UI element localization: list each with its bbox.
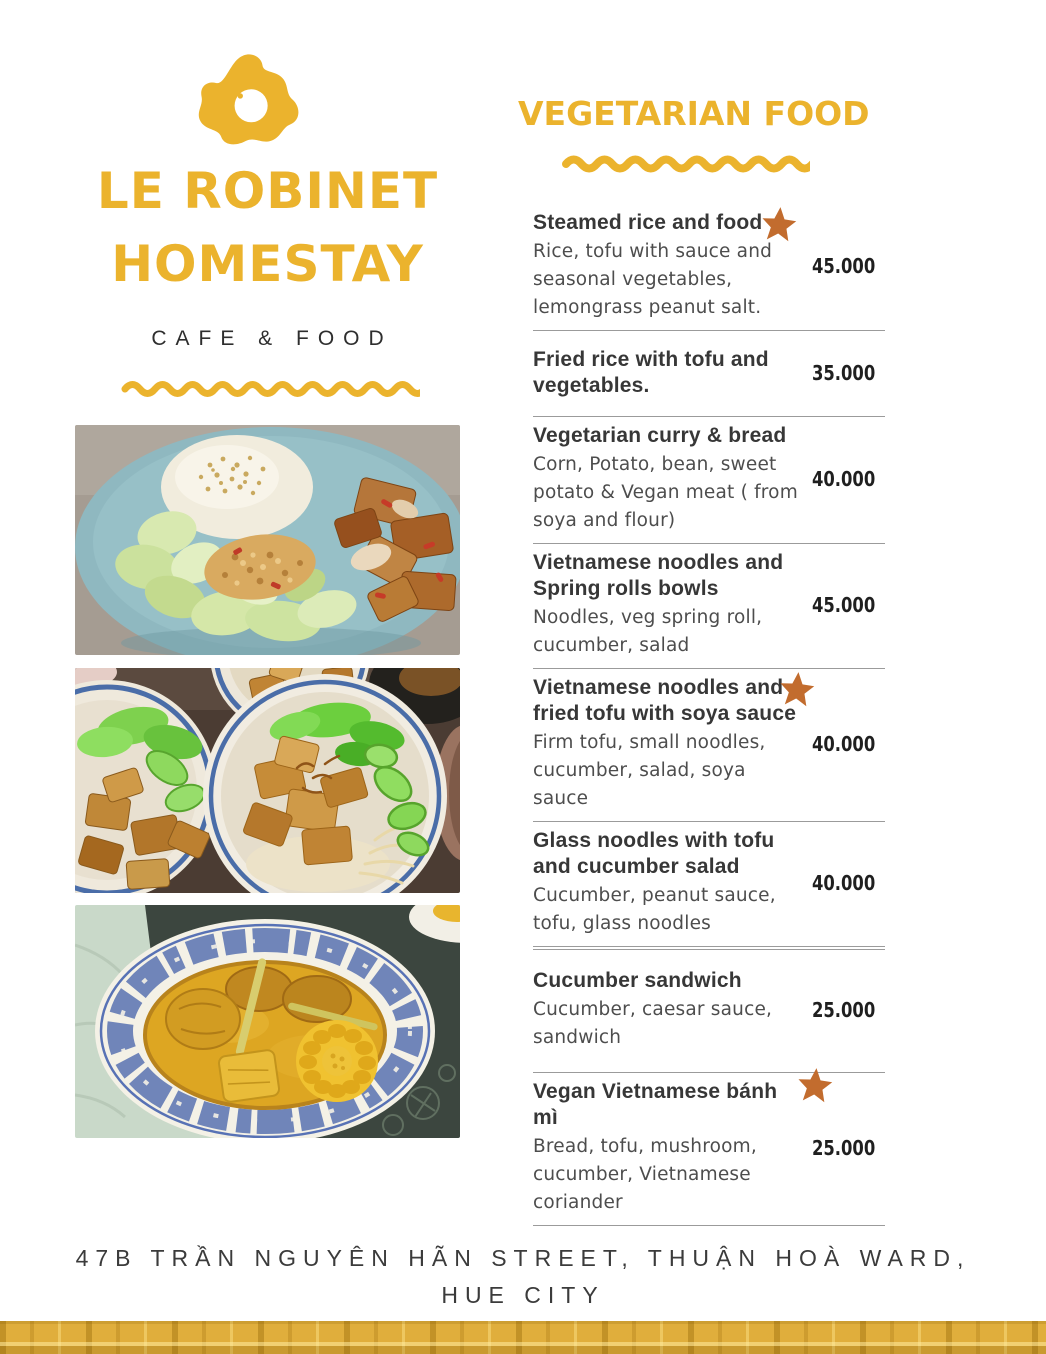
- item-description: Rice, tofu with sauce and seasonal vegetables, lemongrass peanut salt.: [533, 241, 773, 318]
- item-name: Vegetarian curry & bread: [533, 424, 787, 447]
- address-line1: 47B TRẦN NGUYÊN HÃN STREET, THUẬN HOÀ WARD,: [75, 1245, 971, 1271]
- brand-title-line2: HOMESTAY: [111, 235, 424, 293]
- brand-subtitle: CAFE & FOOD: [151, 327, 393, 350]
- item-price: 40.000: [811, 732, 876, 756]
- item-price: 45.000: [811, 254, 876, 278]
- item-name: Vietnamese noodles and fried tofu with soya sauce: [533, 676, 797, 725]
- item-name: Fried rice with tofu and vegetables.: [533, 348, 769, 397]
- menu-item: [533, 950, 885, 1073]
- item-name: Steamed rice and food: [533, 211, 763, 234]
- star-icon: [797, 1067, 833, 1103]
- menu-item: [533, 822, 885, 950]
- address: [0, 1240, 1046, 1314]
- item-name: Vegan Vietnamese bánh mì: [533, 1080, 778, 1129]
- menu-item: [533, 204, 885, 331]
- wavy-divider-icon: [120, 378, 420, 398]
- photo-vegetarian-curry: [75, 905, 460, 1138]
- item-price: 45.000: [811, 593, 876, 617]
- item-name: Glass noodles with tofu and cucumber salad: [533, 829, 775, 878]
- brand-title-line1: LE ROBINET: [96, 162, 439, 220]
- menu-item: [533, 417, 885, 544]
- item-price: 40.000: [811, 871, 876, 895]
- photo-steamed-rice: [75, 425, 460, 655]
- item-description: Cucumber, caesar sauce, sandwich: [533, 999, 773, 1048]
- item-description: Noodles, veg spring roll, cucumber, salad: [533, 607, 763, 656]
- item-price: 25.000: [811, 1136, 876, 1160]
- item-price: 40.000: [811, 467, 876, 491]
- brand-column: [75, 0, 460, 1354]
- item-name: Cucumber sandwich: [533, 969, 742, 992]
- fried-egg-logo-icon: [185, 52, 309, 156]
- item-description: Cucumber, peanut sauce, tofu, glass noodles: [533, 885, 776, 934]
- menu-item: [533, 544, 885, 669]
- menu-list: [533, 204, 885, 1226]
- photo-noodle-bowls: [75, 668, 460, 893]
- star-icon: [779, 671, 815, 707]
- address-line2: HUE CITY: [441, 1282, 605, 1308]
- menu-item: [533, 1073, 885, 1226]
- item-description: Bread, tofu, mushroom, cucumber, Vietnamese coriander: [533, 1136, 757, 1213]
- menu-column: [518, 0, 890, 1213]
- star-icon: [761, 206, 797, 242]
- plaid-footer-bar: [0, 1321, 1046, 1354]
- item-description: Firm tofu, small noodles, cucumber, salad, soya sauce: [533, 732, 766, 809]
- item-name: Vietnamese noodles and Spring rolls bowls: [533, 551, 784, 600]
- item-price: 25.000: [811, 998, 876, 1022]
- menu-item: [533, 331, 885, 417]
- menu-item: [533, 669, 885, 822]
- wavy-divider-icon: [560, 152, 810, 174]
- item-price: 35.000: [811, 361, 876, 385]
- menu-heading: VEGETARIAN FOOD: [518, 94, 870, 133]
- item-description: Corn, Potato, bean, sweet potato & Vegan meat ( from soya and flour): [533, 454, 798, 531]
